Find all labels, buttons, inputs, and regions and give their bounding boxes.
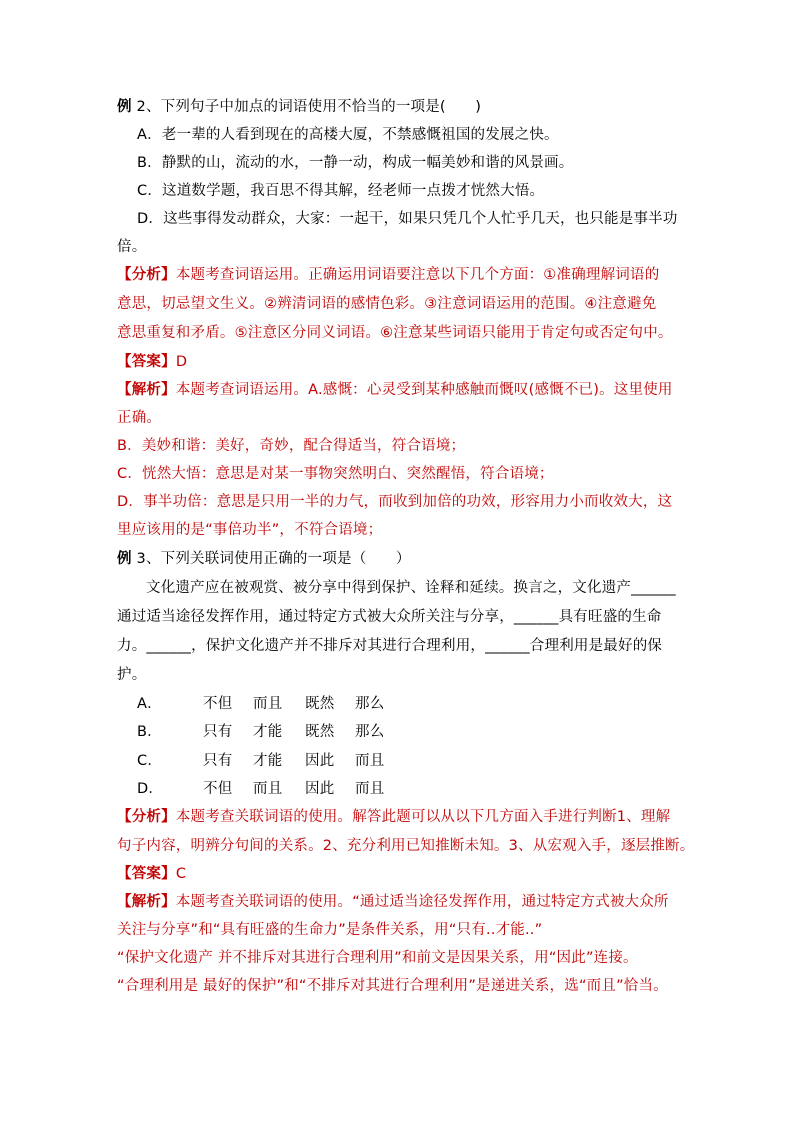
example3-passage-line4: 护。 [117, 667, 147, 683]
answer-tag: 【答案】 [117, 866, 176, 882]
example2-option-a: A．老一辈的人看到现在的高楼大厦，不禁感慨祖国的发展之快。 [137, 127, 559, 143]
example3-passage-line1: 文化遗产应在被观赏、被分享中得到保护、诠释和延续。换言之，文化遗产______ [146, 580, 676, 596]
analysis-tag: 【分析】 [117, 267, 176, 283]
analysis-tag: 【分析】 [117, 809, 176, 825]
example3-explain-line3: “保护文化遗产 并不排斥对其进行合理利用”和前文是因果关系，用“因此”连接。 [117, 950, 638, 966]
example2-option-d-cont: 倍。 [117, 239, 147, 255]
example3-stem: 例 3、下列关联词使用正确的一项是（ ） [117, 551, 411, 567]
example3-passage-line3: 力。______，保护文化遗产并不排斥对其进行合理利用，______合理利用是最好的保 [117, 638, 663, 654]
example2-analysis: 【分析】本题考查词语运用。正确运用词语要注意以下几个方面：①准确理解词语的 [117, 267, 660, 283]
example2-label: 例 [117, 99, 132, 115]
example3-option-b: B． 只有 才能 既然 那么 [137, 724, 385, 740]
example2-explain: 【解析】本题考查词语运用。A.感慨：心灵受到某种感触而慨叹(感慨不已)。这里使用 [117, 382, 673, 398]
example3-answer: 【答案】C [117, 866, 187, 882]
example3-analysis-line2: 句子内容，明辨分句间的关系。2、充分利用已知推断未知。3、从宏观入手，逐层推断。 [117, 838, 695, 854]
example3-explain-line2: 关注与分享”和“具有旺盛的生命力”是条件关系，用“只有..才能..” [117, 922, 543, 938]
example2-option-d: D．这些事得发动群众，大家：一起干，如果只凭几个人忙乎几天，也只能是事半功 [137, 211, 678, 227]
explain-tag: 【解析】 [117, 382, 176, 398]
answer-tag: 【答案】 [117, 354, 176, 370]
example2-stem: 例 2、下列句子中加点的词语使用不恰当的一项是( ) [117, 99, 482, 115]
example3-explain: 【解析】本题考查关联词语的使用。“通过适当途径发挥作用，通过特定方式被大众所 [117, 894, 669, 910]
example2-analysis-line2: 意思，切忌望文生义。②辨清词语的感情色彩。③注意词语运用的范围。④注意避免 [117, 296, 657, 312]
explain-tag: 【解析】 [117, 894, 176, 910]
example2-option-b: B．静默的山，流动的水，一静一动，构成一幅美妙和谐的风景画。 [137, 155, 574, 171]
example2-explain-line2: 正确。 [117, 410, 162, 426]
example3-explain-line4: “合理利用是 最好的保护”和“不排斥对其进行合理利用”是递进关系，选“而且”恰当。 [117, 978, 668, 994]
example2-analysis-line3: 意思重复和矛盾。⑤注意区分同义词语。⑥注意某些词语只能用于肯定句或否定句中。 [117, 325, 673, 341]
example3-analysis: 【分析】本题考查关联词语的使用。解答此题可以从以下几方面入手进行判断1、理解 [117, 809, 671, 825]
example3-option-c: C． 只有 才能 因此 而且 [137, 753, 385, 769]
example3-option-a: A． 不但 而且 既然 那么 [137, 696, 385, 712]
example2-option-c: C．这道数学题，我百思不得其解，经老师一点拨才恍然大悟。 [137, 183, 545, 199]
example2-explain-c: C．恍然大悟：意思是对某一事物突然明白、突然醒悟，符合语境； [117, 466, 554, 482]
example3-label: 例 [117, 551, 132, 567]
example3-option-d: D． 不但 而且 因此 而且 [137, 781, 385, 797]
example2-explain-d: D．事半功倍：意思是只用一半的力气，而收到加倍的功效，形容用力小而收效大，这 [117, 494, 673, 510]
example2-explain-d-cont: 里应该用的是“事倍功半”，不符合语境； [117, 522, 383, 538]
example2-explain-b: B．美妙和谐：美好，奇妙，配合得适当，符合语境； [117, 438, 466, 454]
example2-answer: 【答案】D [117, 354, 188, 370]
example3-passage-line2: 通过适当途径发挥作用，通过特定方式被大众所关注与分享，______具有旺盛的生命 [117, 609, 662, 625]
